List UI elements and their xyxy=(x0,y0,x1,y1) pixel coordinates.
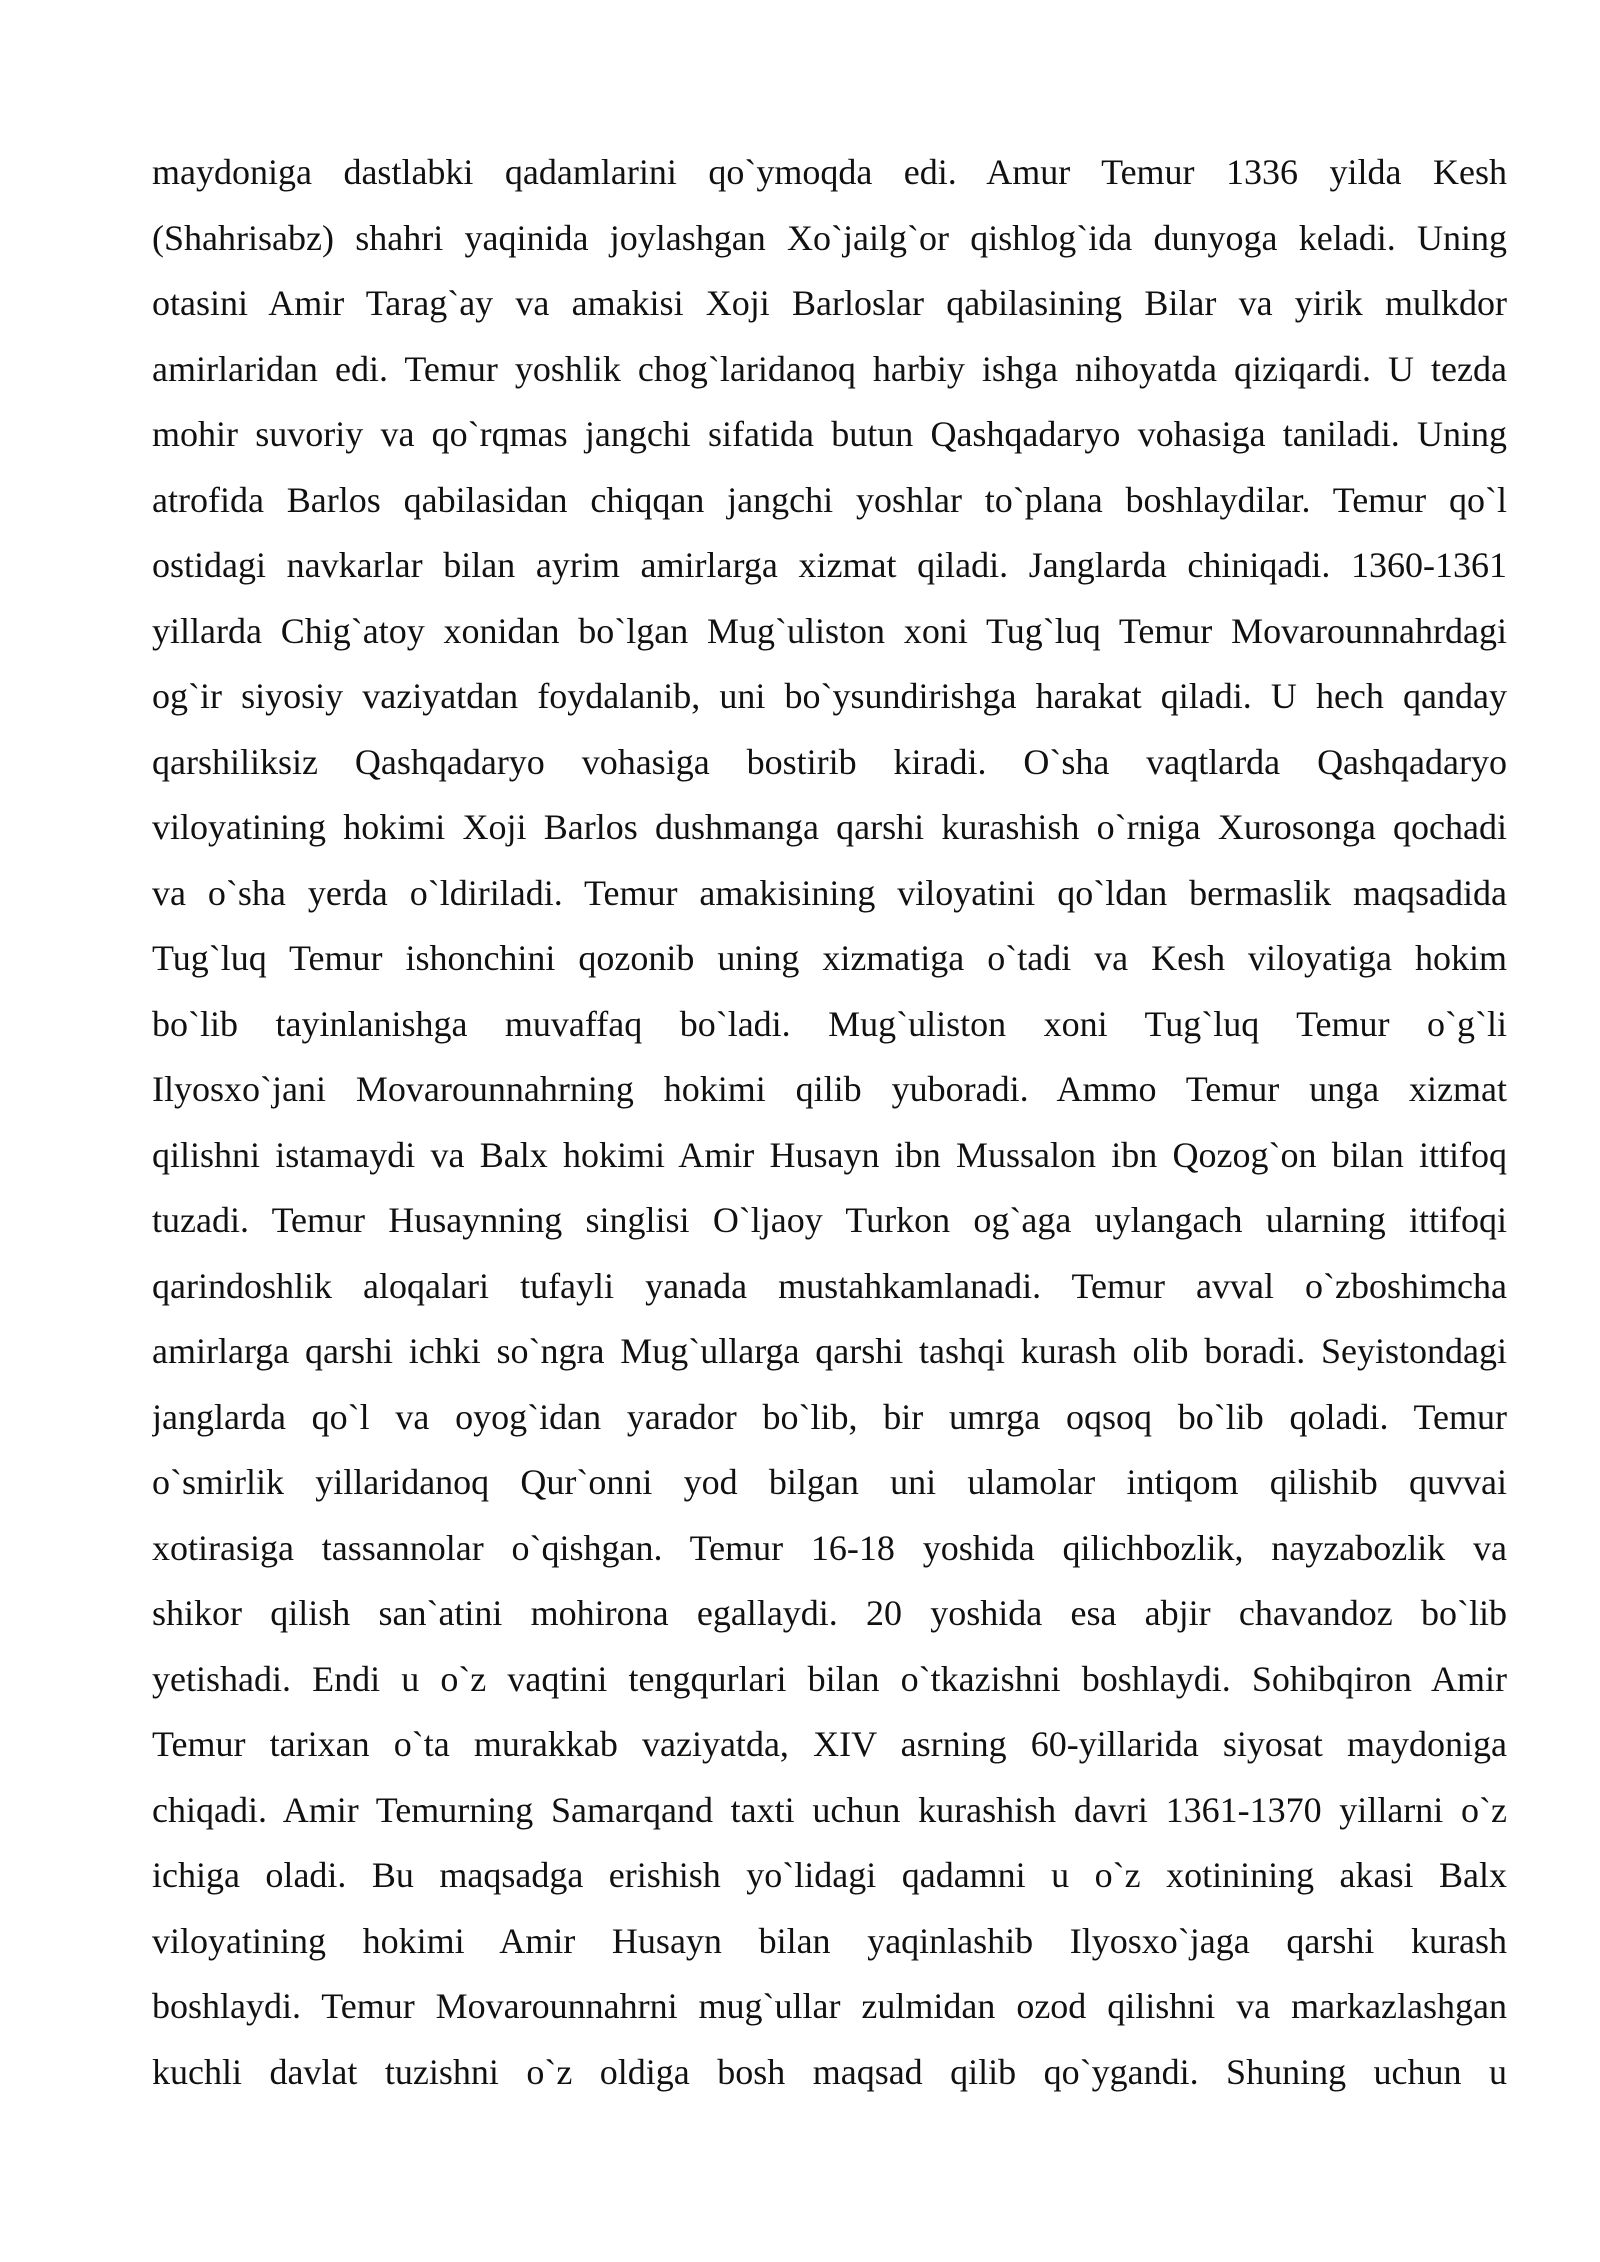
text-line: shikor qilish san`atini mohirona egallaydi. 20 yoshida esa abjir chavandoz bo`lib xyxy=(152,1593,1507,1633)
text-line: og`ir siyosiy vaziyatdan foydalanib, uni bo`ysundirishga harakat qiladi. U hech qanday xyxy=(152,676,1507,716)
text-line: viloyatining hokimi Xoji Barlos dushmanga qarshi kurashish o`rniga Xurosonga qochadi xyxy=(152,807,1507,847)
text-line: viloyatining hokimi Amir Husayn bilan yaqinlashib Ilyosxo`jaga qarshi kurash xyxy=(152,1920,1507,1961)
text-line: kuchli davlat tuzishni o`z oldiga bosh maqsad qilib qo`ygandi. Shuning uchun u xyxy=(152,2051,1507,2092)
text-line: Temur tarixan o`ta murakkab vaziyatda, XIV asrning 60-yillarida siyosat maydoniga xyxy=(152,1724,1507,1764)
text-line: Ilyosxo`jani Movarounnahrning hokimi qilib yuboradi. Ammo Temur unga xizmat xyxy=(152,1069,1507,1109)
text-line: atrofida Barlos qabilasidan chiqqan jangchi yoshlar to`plana boshlaydilar. Temur qo`l xyxy=(152,479,1507,520)
text-line: qilishni istamaydi va Balx hokimi Amir Husayn ibn Mussalon ibn Qozog`on bilan ittifoq xyxy=(152,1134,1507,1175)
text-line: yetishadi. Endi u o`z vaqtini tengqurlari bilan o`tkazishni boshlaydi. Sohibqiron Amir xyxy=(152,1658,1507,1699)
text-line: o`smirlik yillaridanoq Qur`onni yod bilgan uni ulamolar intiqom qilishib quvvai xyxy=(152,1462,1507,1502)
text-line: yillarda Chig`atoy xonidan bo`lgan Mug`uliston xoni Tug`luq Temur Movarounnahrdagi xyxy=(152,610,1507,651)
text-line: qarshiliksiz Qashqadaryo vohasiga bostirib kiradi. O`sha vaqtlarda Qashqadaryo xyxy=(152,741,1507,782)
document-page xyxy=(152,140,1507,2105)
text-line: qarindoshlik aloqalari tufayli yanada mustahkamlanadi. Temur avval o`zboshimcha xyxy=(152,1265,1507,1306)
text-line: Tug`luq Temur ishonchini qozonib uning xizmatiga o`tadi va Kesh viloyatiga hokim xyxy=(152,938,1507,978)
text-line: janglarda qo`l va oyog`idan yarador bo`lib, bir umrga oqsoq bo`lib qoladi. Temur xyxy=(152,1396,1507,1437)
text-line: tuzadi. Temur Husaynning singlisi O`ljaoy Turkon og`aga uylangach ularning ittifoqi xyxy=(152,1200,1507,1240)
text-line: (Shahrisabz) shahri yaqinida joylashgan Xo`jailg`or qishlog`ida dunyoga keladi. Uning xyxy=(152,217,1507,258)
text-line: mohir suvoriy va qo`rqmas jangchi sifatida butun Qashqadaryo vohasiga taniladi. Uning xyxy=(152,414,1507,454)
text-line: ostidagi navkarlar bilan ayrim amirlarga xizmat qiladi. Janglarda chiniqadi. 1360-1361 xyxy=(152,545,1507,585)
text-line: amirlarga qarshi ichki so`ngra Mug`ullarga qarshi tashqi kurash olib boradi. Seyistondagi xyxy=(152,1331,1507,1371)
text-line: ichiga oladi. Bu maqsadga erishish yo`lidagi qadamni u o`z xotinining akasi Balx xyxy=(152,1855,1507,1895)
text-line: boshlaydi. Temur Movarounnahrni mug`ullar zulmidan ozod qilishni va markazlashgan xyxy=(152,1986,1507,2026)
text-line: xotirasiga tassannolar o`qishgan. Temur 16-18 yoshida qilichbozlik, nayzabozlik va xyxy=(152,1527,1507,1568)
text-line: maydoniga dastlabki qadamlarini qo`ymoqda edi. Amur Temur 1336 yilda Kesh xyxy=(152,152,1507,192)
text-line: otasini Amir Tarag`ay va amakisi Xoji Barloslar qabilasining Bilar va yirik mulkdor xyxy=(152,283,1507,323)
text-line: bo`lib tayinlanishga muvaffaq bo`ladi. Mug`uliston xoni Tug`luq Temur o`g`li xyxy=(152,1003,1507,1044)
text-line: chiqadi. Amir Temurning Samarqand taxti uchun kurashish davri 1361-1370 yillarni o`z xyxy=(152,1789,1507,1830)
text-line: va o`sha yerda o`ldiriladi. Temur amakisining viloyatini qo`ldan bermaslik maqsadida xyxy=(152,872,1507,913)
text-line: amirlaridan edi. Temur yoshlik chog`laridanoq harbiy ishga nihoyatda qiziqardi. U tezda xyxy=(152,348,1507,389)
